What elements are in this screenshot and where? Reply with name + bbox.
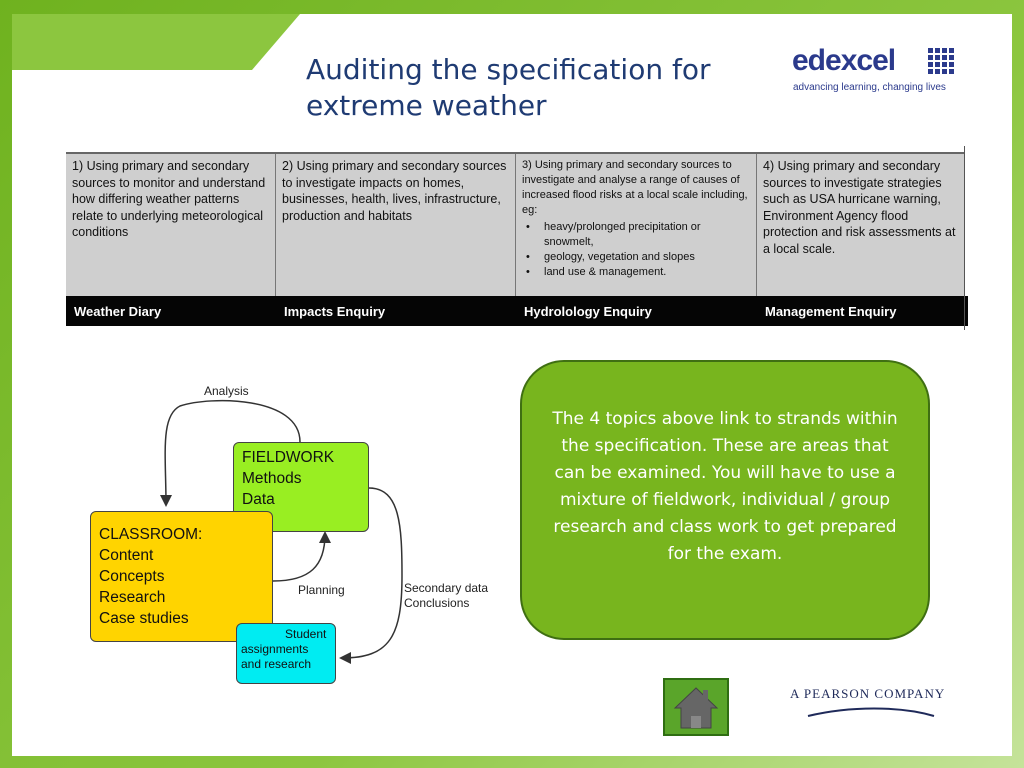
logo-dots-icon [928,48,954,74]
spec-cell-2: 2) Using primary and secondary sources to investigate impacts on homes, businesses, health, lives, infrastructure, production and habitats [276,154,516,296]
list-item: • geology, vegetation and slopes [522,250,750,265]
pearson-swoosh-icon [790,702,960,724]
pearson-company-text: A PEARSON COMPANY [790,686,946,701]
pearson-logo [790,686,960,726]
learning-cycle-diagram [80,376,520,696]
fieldwork-line: FIELDWORK [242,449,335,466]
secondary-label-line: Conclusions [404,596,470,610]
classroom-line: Research [99,589,166,606]
secondary-data-label [404,581,488,611]
spec-edge [964,146,970,330]
spec-cell-3-list [522,220,750,280]
list-item: • land use & management. [522,265,750,280]
spec-table-footer [66,296,968,326]
spec-footer-3: Hydrolology Enquiry [524,304,652,319]
analysis-label: Analysis [204,384,249,398]
home-icon [665,680,727,734]
spec-footer-1: Weather Diary [74,304,162,319]
spec-cell-3 [516,154,757,296]
classroom-line: Concepts [99,568,165,585]
logo-tagline: advancing learning, changing lives [793,82,946,93]
fieldwork-line: Data [242,491,275,508]
info-callout: The 4 topics above link to strands within the specification. These are areas that can be examined. You will have to use a mixture of fieldwork, individual / group research and class work to get prepared for the exam. [520,360,930,640]
planning-arrow [273,534,325,581]
student-line: Student [285,627,327,641]
classroom-line: Case studies [99,610,189,627]
fieldwork-line: Methods [242,470,302,487]
logo-name: edexcel [792,44,896,77]
spec-footer-4: Management Enquiry [765,304,897,319]
list-item: • heavy/prolonged precipitation or snowmelt, [522,220,750,250]
classroom-line: CLASSROOM: [99,526,203,543]
classroom-line: Content [99,547,154,564]
spec-table-row [66,152,964,296]
spec-cell-3-text: 3) Using primary and secondary sources to investigate and analyse a range of causes of increased flood risks at a local scale including, eg: [522,159,748,216]
spec-cell-1: 1) Using primary and secondary sources to monitor and understand how differing weather patterns relate to underlying meteorological conditions [66,154,276,296]
home-button[interactable] [663,678,729,736]
spec-footer-2: Impacts Enquiry [284,304,386,319]
planning-label: Planning [298,583,345,597]
page-title: Auditing the specification for extreme weather [306,53,711,122]
student-line: assignments [241,642,309,656]
student-line: and research [241,657,312,671]
spec-cell-4: 4) Using primary and secondary sources to investigate strategies such as USA hurricane warning, Environment Agency flood protection and risk assessments at a local scale. [763,159,956,256]
student-box [236,623,336,684]
specification-table [66,146,970,330]
edexcel-logo [792,44,962,100]
secondary-label-line: Secondary data [404,581,489,595]
